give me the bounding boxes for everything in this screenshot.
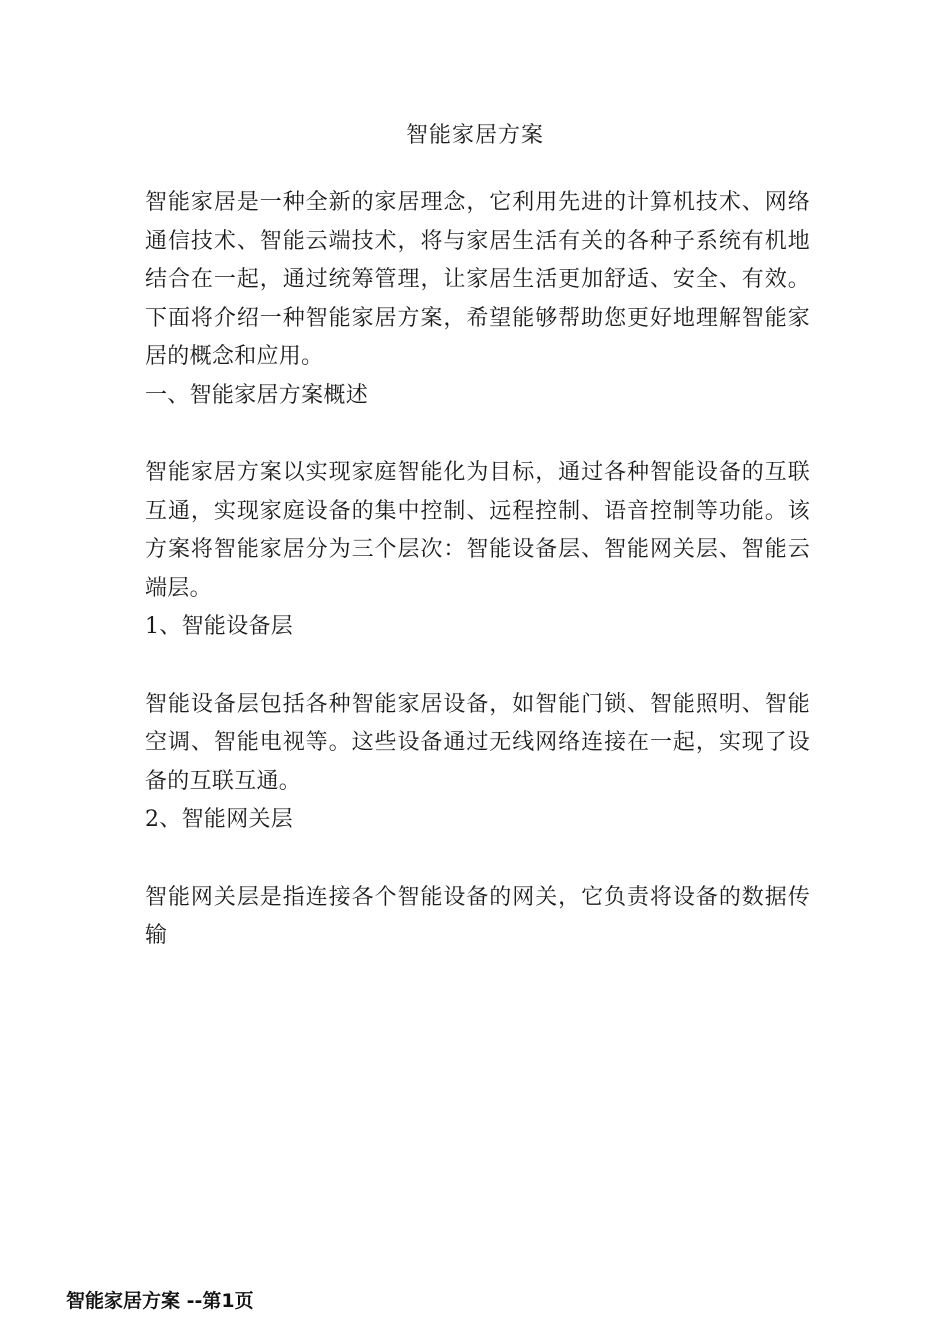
page-footer: 智能家居方案 --第1页 — [66, 1290, 254, 1312]
document-body — [145, 184, 810, 956]
document-title: 智能家居方案 — [405, 123, 544, 148]
intro-paragraph: 智能家居是一种全新的家居理念，它利用先进的计算机技术、网络通信技术、智能云端技术，将与家居生活有关的各种子系统有机地结合在一起，通过统筹管理，让家居生活更加舒适、安全、有效。下面将介绍一种智能家居方案，希望能够帮助您更好地理解智能家居的概念和应用。 — [145, 190, 810, 369]
gateway-layer-paragraph: 智能网关层是指连接各个智能设备的网关，它负责将设备的数据传输 — [145, 884, 810, 948]
overview-paragraph: 智能家居方案以实现家庭智能化为目标，通过各种智能设备的互联互通，实现家庭设备的集中控制、远程控制、语音控制等功能。该方案将智能家居分为三个层次：智能设备层、智能网关层、智能云端层。 — [145, 460, 810, 601]
subsection-heading-gateway-layer: 2、智能网关层 — [145, 807, 294, 832]
subsection-heading-device-layer: 1、智能设备层 — [145, 614, 294, 639]
device-layer-paragraph: 智能设备层包括各种智能家居设备，如智能门锁、智能照明、智能空调、智能电视等。这些设备通过无线网络连接在一起，实现了设备的互联互通。 — [145, 691, 810, 794]
section-heading-overview: 一、智能家居方案概述 — [145, 382, 369, 408]
